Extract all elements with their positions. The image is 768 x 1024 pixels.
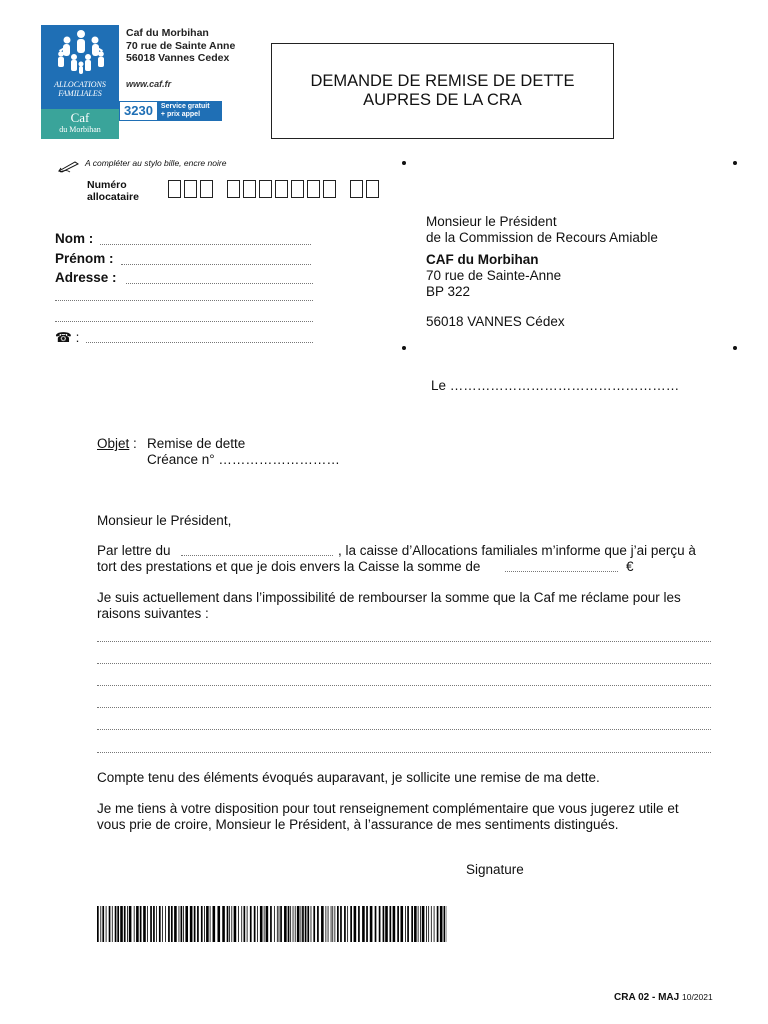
signature-label: Signature bbox=[466, 862, 524, 877]
logo-caf-text: Caf bbox=[70, 110, 90, 125]
family-figures-icon bbox=[55, 28, 107, 76]
date-field[interactable]: Le …………………………………………… bbox=[431, 378, 680, 393]
digit-box[interactable] bbox=[307, 180, 320, 198]
p4-line-2: vous prie de croire, Monsieur le Président, à l’assurance de mes sentiments distingués. bbox=[97, 817, 619, 832]
raisons-line-4[interactable] bbox=[97, 706, 711, 708]
recipient-line-1: Monsieur le Président bbox=[426, 214, 557, 229]
barcode-icon bbox=[97, 906, 447, 942]
recipient-line-3: CAF du Morbihan bbox=[426, 252, 539, 267]
phone-number: 3230 bbox=[119, 101, 158, 121]
recipient-address bbox=[426, 214, 658, 330]
recipient-line-6: 56018 VANNES Cédex bbox=[426, 314, 565, 329]
phone-note-line-2: + prix appel bbox=[160, 111, 201, 118]
telephone-field[interactable] bbox=[86, 341, 313, 343]
phone-note bbox=[158, 101, 222, 121]
salutation: Monsieur le Président, bbox=[97, 513, 232, 528]
fold-marker bbox=[402, 161, 406, 165]
adresse-field-1[interactable] bbox=[126, 282, 313, 284]
digit-box[interactable] bbox=[366, 180, 379, 198]
form-ref: CRA 02 - MAJ bbox=[614, 992, 680, 1003]
numero-label-line-2: allocataire bbox=[87, 191, 139, 203]
raisons-line-5[interactable] bbox=[97, 728, 711, 730]
document-title-box bbox=[271, 43, 614, 139]
title-line-2: AUPRES DE LA CRA bbox=[363, 91, 522, 109]
org-name: Caf du Morbihan bbox=[126, 27, 209, 39]
org-street: 70 rue de Sainte Anne bbox=[126, 39, 236, 52]
p2-line-2: raisons suivantes : bbox=[97, 606, 209, 621]
objet-label: Objet bbox=[97, 436, 130, 451]
p1-start: Par lettre du bbox=[97, 543, 171, 558]
form-reference bbox=[614, 992, 713, 1003]
recipient-line-4: 70 rue de Sainte-Anne bbox=[426, 268, 562, 283]
raisons-line-1[interactable] bbox=[97, 640, 711, 642]
recipient-line-5: BP 322 bbox=[426, 284, 471, 299]
logo-allocations-text bbox=[41, 80, 119, 98]
p1-line-2: tort des prestations et que je dois envers la Caisse la somme de bbox=[97, 559, 481, 574]
adresse-label: Adresse : bbox=[55, 270, 117, 285]
digit-box[interactable] bbox=[200, 180, 213, 198]
title-line-1: DEMANDE DE REMISE DE DETTE bbox=[310, 72, 575, 90]
digit-box[interactable] bbox=[243, 180, 256, 198]
phone-badge bbox=[119, 101, 222, 121]
creance-field[interactable]: Créance n° ……………………… bbox=[147, 452, 340, 467]
phone-note-line-1: Service gratuit bbox=[160, 103, 210, 110]
org-address bbox=[126, 27, 235, 65]
digit-box[interactable] bbox=[259, 180, 272, 198]
raisons-line-6[interactable] bbox=[97, 751, 711, 753]
prenom-label: Prénom : bbox=[55, 251, 114, 266]
objet-block bbox=[97, 436, 137, 452]
p2-line-1: Je suis actuellement dans l’impossibilité de rembourser la somme que la Caf me réclame pour les bbox=[97, 590, 681, 605]
logo-dept-band bbox=[41, 109, 119, 139]
form-date: 10/2021 bbox=[681, 992, 713, 1002]
adresse-field-3[interactable] bbox=[55, 320, 313, 322]
fold-marker bbox=[733, 161, 737, 165]
digit-box[interactable] bbox=[168, 180, 181, 198]
telephone-icon: ☎ bbox=[55, 330, 72, 345]
fold-marker bbox=[402, 346, 406, 350]
digit-box[interactable] bbox=[275, 180, 288, 198]
instruction-text: A compléter au stylo bille, encre noire bbox=[85, 158, 227, 168]
p3: Compte tenu des éléments évoqués auparavant, je sollicite une remise de ma dette. bbox=[97, 770, 600, 785]
p4-line-1: Je me tiens à votre disposition pour tout renseignement complémentaire que vous jugerez utile et bbox=[97, 801, 679, 816]
raisons-line-2[interactable] bbox=[97, 662, 711, 664]
recipient-line-2: de la Commission de Recours Amiable bbox=[426, 230, 658, 245]
lettre-date-field[interactable] bbox=[181, 554, 333, 556]
objet-colon: : bbox=[129, 436, 137, 451]
nom-label: Nom : bbox=[55, 231, 94, 246]
numero-allocataire-boxes[interactable] bbox=[168, 180, 409, 202]
logo-dept-text: du Morbihan bbox=[59, 125, 101, 134]
digit-box[interactable] bbox=[350, 180, 363, 198]
logo-line-1: ALLOCATIONS bbox=[54, 80, 106, 89]
adresse-field-2[interactable] bbox=[55, 299, 313, 301]
fold-marker bbox=[733, 346, 737, 350]
org-city: 56018 Vannes Cedex bbox=[126, 52, 230, 64]
somme-field[interactable] bbox=[505, 570, 618, 572]
org-website: www.caf.fr bbox=[126, 79, 172, 89]
pen-icon bbox=[58, 159, 80, 173]
raisons-line-3[interactable] bbox=[97, 684, 711, 686]
digit-box[interactable] bbox=[227, 180, 240, 198]
euro-symbol: € bbox=[626, 559, 634, 574]
logo-line-2: FAMILIALES bbox=[58, 89, 102, 98]
numero-label-line-1: Numéro bbox=[87, 179, 127, 191]
digit-box[interactable] bbox=[291, 180, 304, 198]
telephone-colon: : bbox=[75, 330, 80, 345]
p1-end: , la caisse d’Allocations familiales m’informe que j’ai perçu à bbox=[338, 543, 696, 558]
digit-box[interactable] bbox=[184, 180, 197, 198]
numero-allocataire-label bbox=[87, 179, 139, 203]
nom-field[interactable] bbox=[100, 243, 311, 245]
objet-subject: Remise de dette bbox=[147, 436, 246, 451]
telephone-label bbox=[55, 330, 79, 346]
prenom-field[interactable] bbox=[121, 263, 311, 265]
digit-box[interactable] bbox=[323, 180, 336, 198]
